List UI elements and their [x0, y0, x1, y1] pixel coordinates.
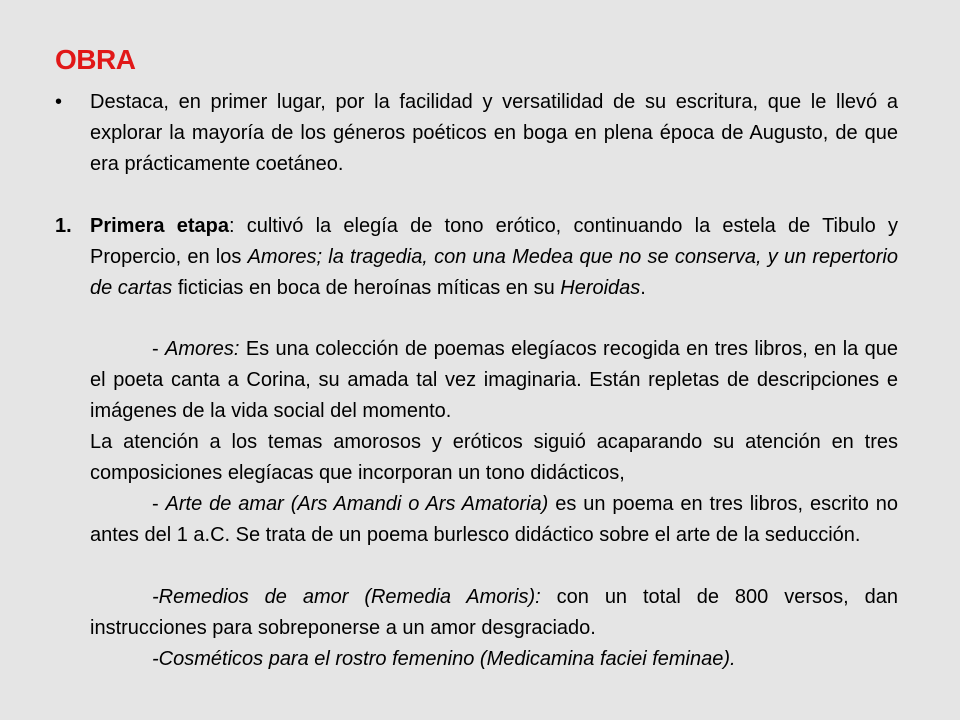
remedios-paragraph: [90, 582, 898, 644]
item1-text-2: ficticias en boca de heroínas míticas en su: [172, 277, 561, 299]
bullet-paragraph: [55, 87, 898, 180]
number-marker: 1.: [55, 215, 72, 237]
amores-title: Amores:: [165, 338, 240, 360]
amores-text: Es una colección de poemas elegíacos recogida en tres libros, en la que el poeta canta a Corina, su amada tal vez imaginaria. Están repletas de descripciones e imágenes de la vida social del momento.: [90, 338, 898, 422]
amores-paragraph: [90, 334, 898, 427]
arte-paragraph: [90, 489, 898, 551]
arte-prefix: -: [152, 493, 166, 515]
item1-italic-2: Heroidas: [560, 277, 641, 299]
numbered-item-1: [55, 211, 899, 304]
arte-title: Arte de amar (Ars Amandi o Ars Amatoria): [165, 493, 549, 515]
item1-italic-1: Amores; la tragedia, con una Medea que no se conserva, y un repertorio de cartas: [90, 246, 898, 299]
item1-label: Primera etapa: [90, 215, 229, 237]
transition-paragraph: La atención a los temas amorosos y eróticos siguió acaparando su atención en tres composiciones elegíacas que incorporan un tono didácticos,: [90, 431, 898, 484]
remedios-text: con un total de 800 versos, dan instrucciones para sobreponerse a un amor desgraciado.: [90, 586, 899, 639]
remedios-title: -Remedios de amor (Remedia Amoris):: [152, 586, 541, 608]
bullet-marker: •: [55, 91, 63, 113]
slide-title: OBRA: [55, 44, 136, 75]
arte-text: es un poema en tres libros, escrito no antes del 1 a.C. Se trata de un poema burlesco didáctico sobre el arte de la seducción.: [90, 493, 899, 546]
item1-text-3: .: [640, 277, 646, 299]
cosmeticos-title: -Cosméticos para el rostro femenino (Medicamina faciei feminae).: [152, 648, 736, 670]
cosmeticos-paragraph: [90, 644, 898, 675]
amores-prefix: -: [152, 338, 166, 360]
bullet-text: Destaca, en primer lugar, por la facilidad y versatilidad de su escritura, que le llevó a explorar la mayoría de los géneros poéticos en boga en plena época de Augusto, de que era prácticamente coetáneo.: [90, 91, 898, 175]
item1-text-1: : cultivó la elegía de tono erótico, continuando la estela de Tibulo y Propercio, en los: [90, 215, 899, 268]
